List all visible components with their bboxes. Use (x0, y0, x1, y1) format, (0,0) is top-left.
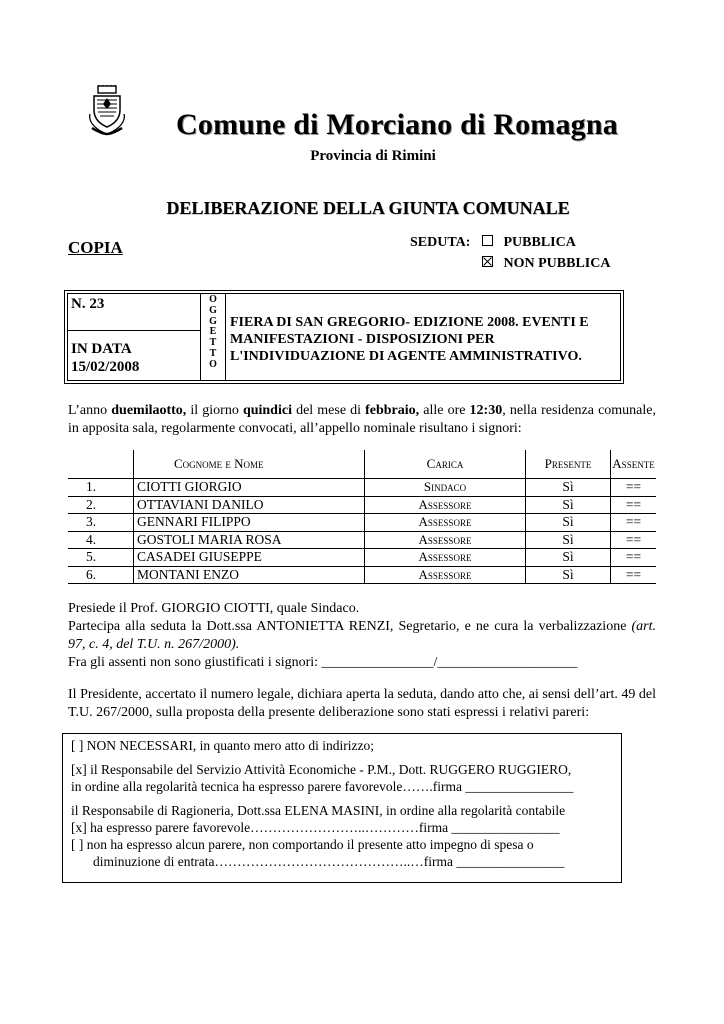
record-date: 15/02/2008 (71, 359, 140, 375)
member-name: GOSTOLI MARIA ROSA (134, 531, 365, 549)
session-option-private-label: NON PUBBLICA (503, 256, 611, 271)
member-absent: == (611, 531, 657, 549)
opinion-line: diminuzione di entrata……………………………………..…firma ________________ (93, 854, 565, 869)
record-id-cell (68, 294, 201, 380)
coat-of-arms-icon (84, 84, 130, 138)
member-name: CIOTTI GIORGIO (134, 479, 365, 497)
object-letter: T (209, 337, 217, 349)
session-option-public-label: PUBBLICA (503, 235, 576, 250)
record-subject (230, 314, 616, 365)
opinion-line: [x] il Responsabile del Servizio Attività Economiche - P.M., Dott. RUGGERO RUGGIERO, (71, 762, 572, 777)
month: febbraio, (365, 403, 420, 418)
day: quindici (242, 403, 292, 418)
unjustified-absentees-line: Fra gli assenti non sono giustificati i signori: ________________/____________________ (68, 655, 578, 670)
member-role: Assessore (365, 566, 526, 584)
law-reference: (art. 97, c. 4, del T.U. n. 267/2000). (68, 619, 657, 652)
opinion-line: in ordine alla regolarità tecnica ha espresso parere favorevole…….firma ________________ (71, 779, 574, 794)
secretary-line: Partecipa alla seduta la Dott.ssa ANTONIETTA RENZI, Segretario, e ne cura la verbalizzazione (68, 619, 627, 634)
opinion-line: [ ] NON NECESSARI, in quanto mero atto di indirizzo; (71, 738, 374, 753)
table-header-row (68, 450, 656, 479)
presidency-line: Presiede il Prof. GIORGIO CIOTTI, quale Sindaco. (68, 601, 360, 616)
member-role: Assessore (365, 496, 526, 514)
municipality-title: Comune di Morciano di Romagna (176, 108, 618, 141)
copy-label: COPIA (68, 238, 123, 257)
record-date-label: IN DATA (71, 341, 132, 357)
session-label: SEDUTA: (410, 235, 471, 250)
object-letter: T (209, 347, 217, 359)
attendance-table (68, 450, 656, 584)
checkbox-unchecked-icon (482, 235, 493, 246)
object-vertical-label (201, 294, 226, 380)
opinion-line: [ ] non ha espresso alcun parere, non comportando il presente atto impegno di spesa o (71, 837, 534, 852)
subject-line: L'INDIVIDUAZIONE DI AGENTE AMMINISTRATIVO. (230, 349, 582, 364)
opinions-box (62, 733, 622, 883)
object-letter: O (209, 358, 217, 370)
quorum-paragraph: Il Presidente, accertato il numero legale, dichiara aperta la seduta, dando atto che, ai sensi dell’art. 49 del T.U. 267/2000, sulla proposta della presente deliberazione sono stati espressi i relativi pareri: (68, 687, 656, 720)
province-name: Provincia di Rimini (310, 148, 436, 164)
member-absent: == (611, 549, 657, 567)
subject-line: FIERA DI SAN GREGORIO- EDIZIONE 2008. EVENTI E (230, 315, 589, 330)
document-type-heading: DELIBERAZIONE DELLA GIUNTA COMUNALE (166, 198, 570, 218)
year: duemilaotto, (111, 403, 187, 418)
column-header-present: Presente (526, 450, 611, 479)
member-absent: == (611, 566, 657, 584)
object-letter: E (209, 326, 217, 338)
member-present: Sì (526, 566, 611, 584)
checkbox-checked-icon (482, 256, 493, 267)
member-name: MONTANI ENZO (134, 566, 365, 584)
member-present: Sì (526, 496, 611, 514)
column-header-role: Carica (365, 450, 526, 479)
table-row: 4. GOSTOLI MARIA ROSA Assessore Sì == (68, 531, 656, 549)
session-option-private (482, 256, 610, 272)
opinion-line: [x] ha espresso parere favorevole……………………..…………firma ________________ (71, 820, 560, 835)
table-row: 1. CIOTTI GIORGIO Sindaco Sì == (68, 479, 656, 497)
record-number: N. 23 (71, 296, 105, 312)
column-header-absent: Assente (611, 450, 657, 479)
session-option-public (482, 235, 576, 251)
time: 12:30 (469, 403, 503, 418)
object-letter: G (209, 304, 217, 316)
member-role: Assessore (365, 549, 526, 567)
intro-paragraph: L’anno duemilaotto, il giorno quindici del mese di febbraio, alle ore 12:30, nella residenza comunale, in apposita sala, regolarmente convocati, all’appello nominale risultano i signori: (68, 403, 656, 436)
object-letter: G (209, 315, 217, 327)
member-absent: == (611, 514, 657, 532)
member-present: Sì (526, 531, 611, 549)
opinion-line: il Responsabile di Ragioneria, Dott.ssa ELENA MASINI, in ordine alla regolarità contabile (71, 803, 566, 818)
column-header-name: Cognome e Nome (134, 450, 365, 479)
record-header-box (64, 290, 624, 384)
member-role: Assessore (365, 514, 526, 532)
object-letter: O (209, 294, 217, 305)
member-role: Sindaco (365, 479, 526, 497)
table-row: 3. GENNARI FILIPPO Assessore Sì == (68, 514, 656, 532)
member-absent: == (611, 479, 657, 497)
presidency-paragraph (68, 600, 656, 672)
member-name: GENNARI FILIPPO (134, 514, 365, 532)
table-row: 2. OTTAVIANI DANILO Assessore Sì == (68, 496, 656, 514)
member-name: CASADEI GIUSEPPE (134, 549, 365, 567)
table-row: 6. MONTANI ENZO Assessore Sì == (68, 566, 656, 584)
member-present: Sì (526, 549, 611, 567)
member-name: OTTAVIANI DANILO (134, 496, 365, 514)
member-absent: == (611, 496, 657, 514)
member-role: Assessore (365, 531, 526, 549)
member-present: Sì (526, 479, 611, 497)
member-present: Sì (526, 514, 611, 532)
subject-line: MANIFESTAZIONI - DISPOSIZIONI PER (230, 332, 495, 347)
table-row: 5. CASADEI GIUSEPPE Assessore Sì == (68, 549, 656, 567)
